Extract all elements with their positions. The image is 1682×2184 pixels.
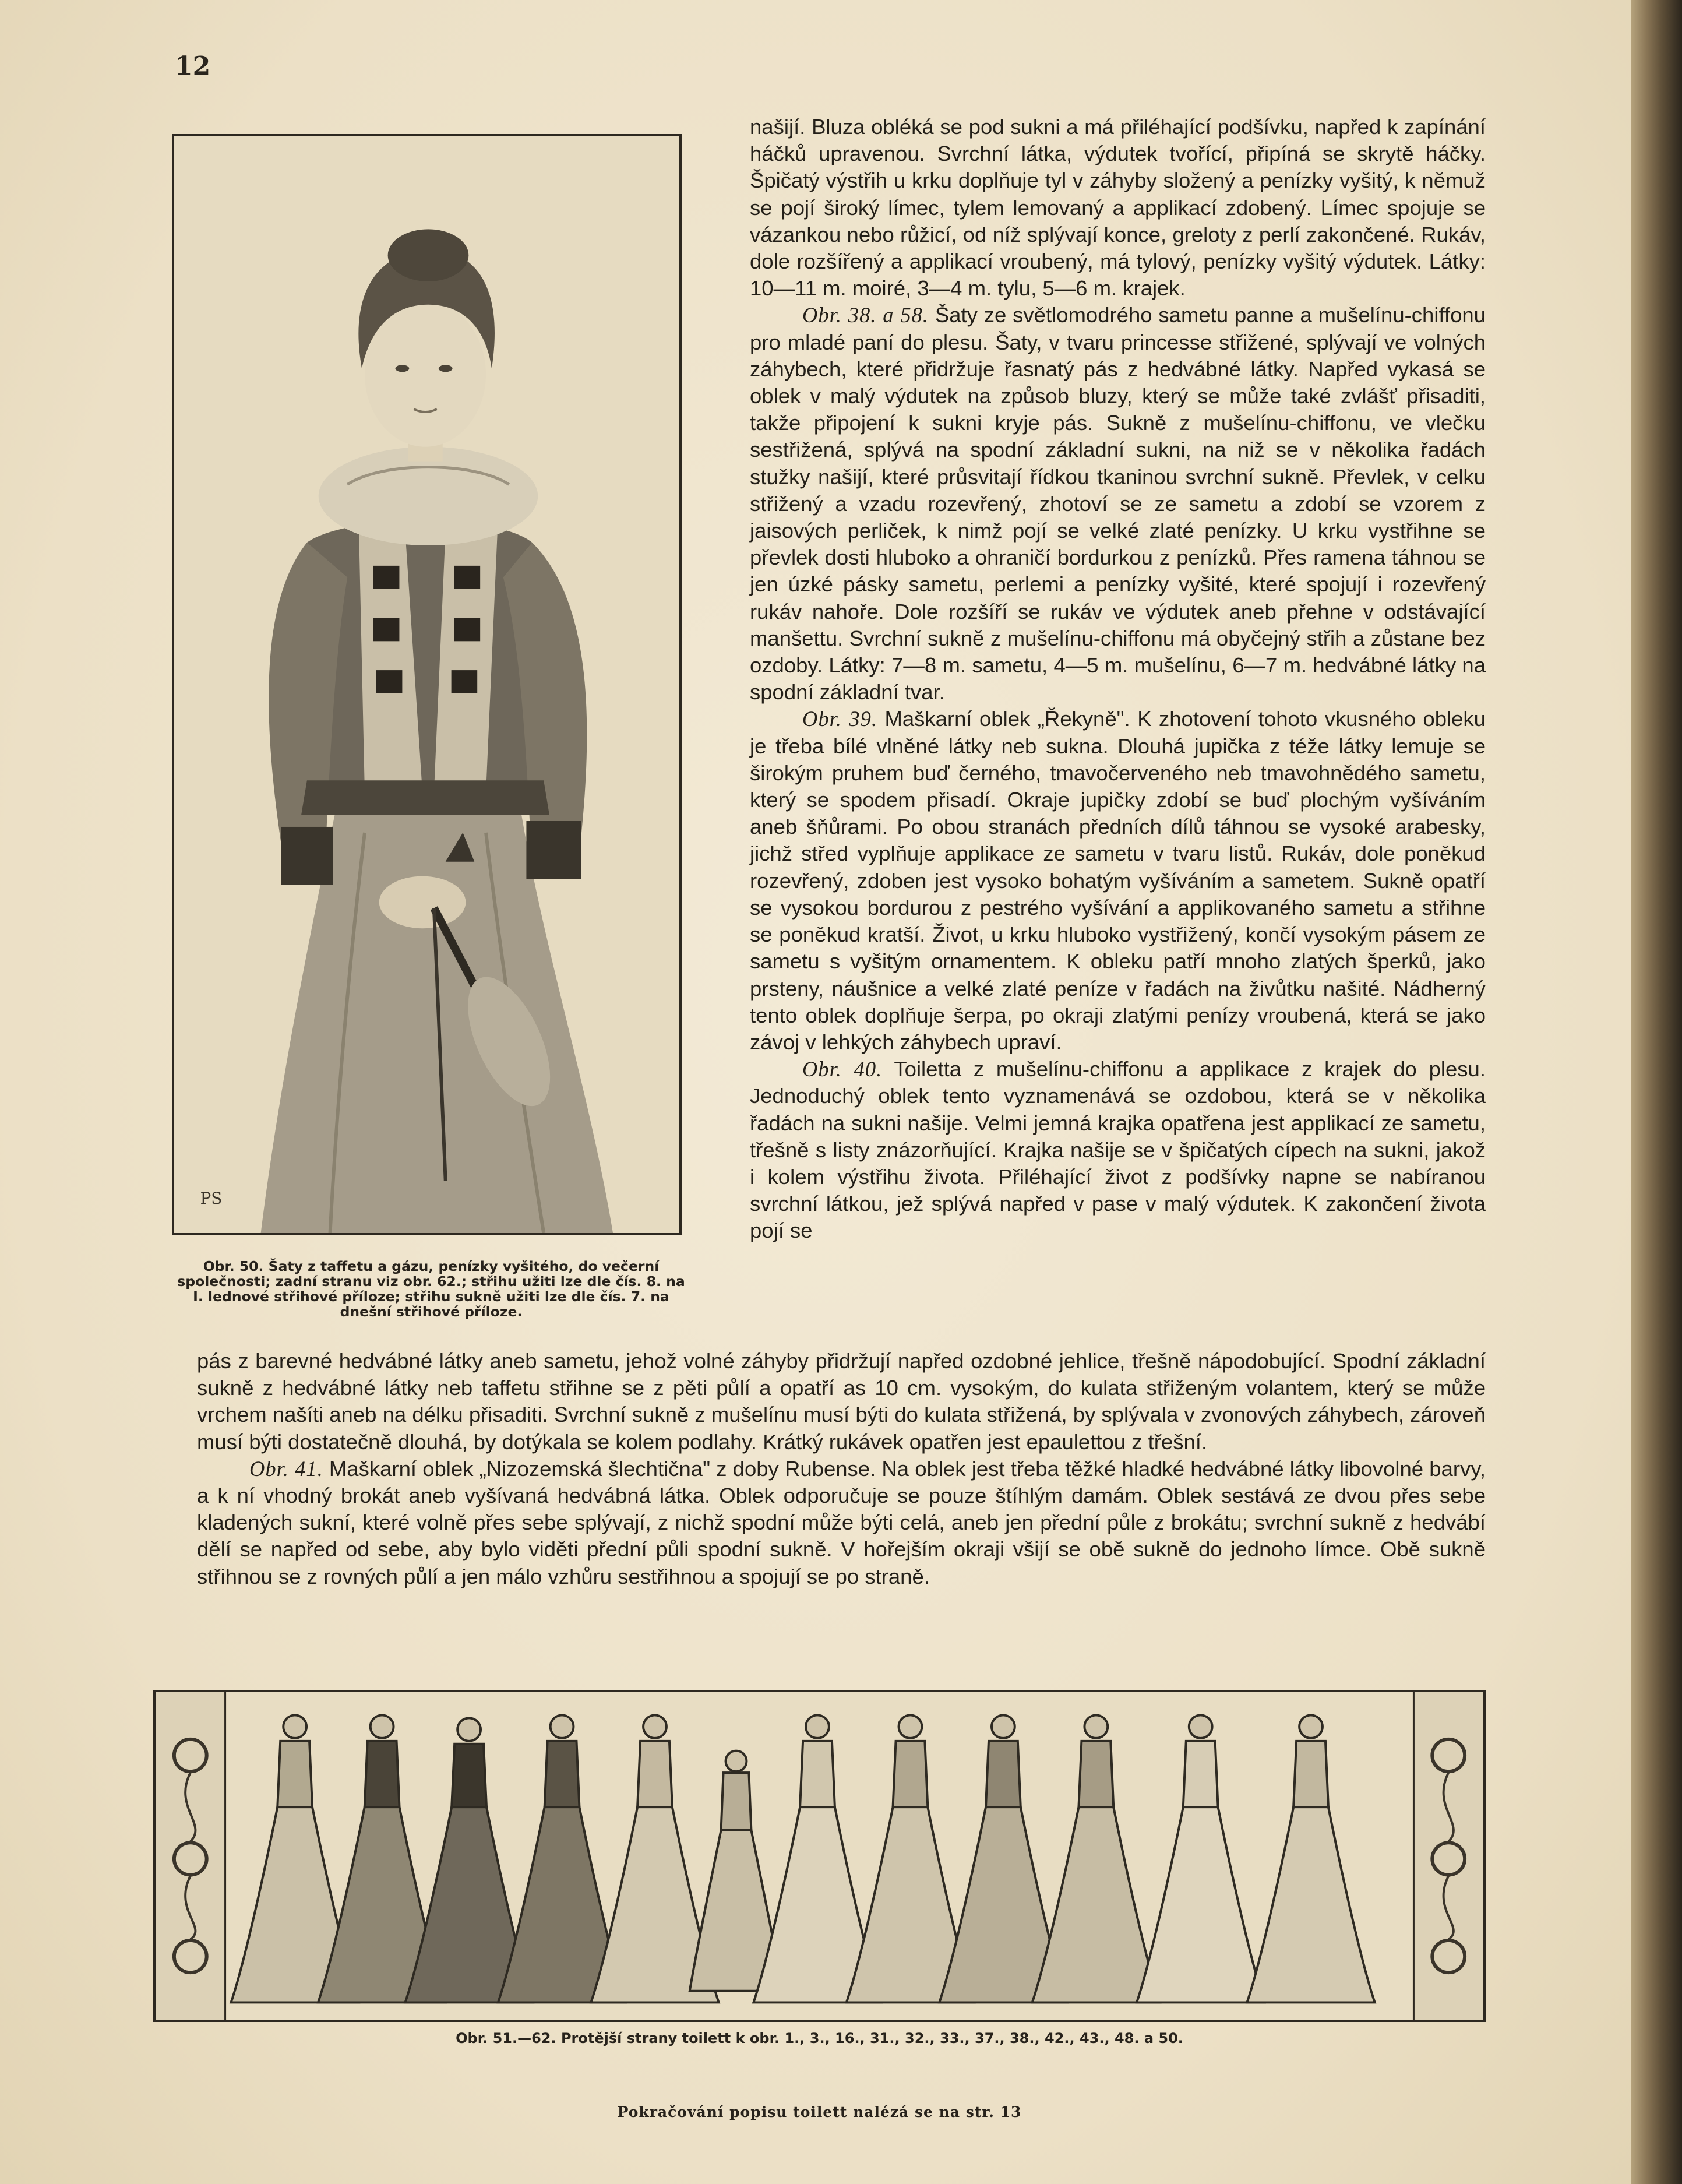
figure-reference: Obr. 39. bbox=[802, 707, 877, 731]
page-binding-edge bbox=[1631, 0, 1682, 2184]
figure-caption: Obr. 50. Šaty z taffetu a gázu, penízky vyšitého, do večerní společnosti; zadní stranu viz obr. 62.; střihu užiti lze dle čís. 8. na I. lednové střihové příloze; střihu sukně užiti lze dle čís. 7. na dnešní střihové příloze. bbox=[177, 1258, 685, 1320]
full-width-text bbox=[197, 1348, 1486, 1590]
figure-reference: Obr. 40. bbox=[802, 1057, 883, 1082]
paragraph: našijí. Bluza obléká se pod sukni a má přiléhající podšívku, napřed k zapínání háčků upravenou. Svrchní látka, výdutek tvořící, připíná se skrytě háčky. Špičatý výstřih u krku doplňuje tyl v záhyby složený a penízky vyšitý, k němuž se pojí široký límec, tylem lemovaný a applikací zdobený. Límec spojuje se vázankou nebo růžicí, od níž splývají konce, greloty z perlí zakončené. Rukáv, dole rozšířený a applikací vroubený, má tylový, penízky vyšitý výdutek. Látky: 10—11 m. moiré, 3—4 m. tylu, 5—6 m. krajek. bbox=[750, 115, 1486, 301]
fashion-illustration-main bbox=[172, 134, 682, 1235]
page-number: 12 bbox=[175, 51, 211, 81]
figures-strip-caption: Obr. 51.—62. Protější strany toilett k obr. 1., 3., 16., 31., 32., 33., 37., 38., 42., 43., 48. a 50. bbox=[456, 2030, 1183, 2046]
figure-reference: Obr. 38. a 58. bbox=[802, 303, 929, 327]
continuation-note: Pokračování popisu toilett nalézá se na str. 13 bbox=[617, 2104, 1022, 2120]
paragraph: Obr. 38. a 58. Šaty ze světlomodrého sametu panne a mušelínu-chiffonu pro mladé paní do plesu. Šaty, v tvaru princesse střižené, splývají ve volných záhybech, které přidržuje řasnatý pás z hedvábné látky. Napřed vykasá se oblek v malý výdutek na způsob bluzy, který se může také zvlášť přisaditi, takže připojení k sukni kryje pás. Sukně z mušelínu-chiffonu, ve vlečku sestřižená, splývá na spodní základní sukni, na niž se v několika řadách stužky našijí, které průsvitají řídkou tkaninou svrchní sukně. Převlek, v celku střižený a vzadu rozevřený, zhotoví se ze sametu a zdobí se vzorem z jaisových perliček, k nimž pojí se velké zlaté penízky. U krku vystřihne se převlek dosti hluboko a ohraničí bordurkou z penízků. Přes ramena táhnou se jen úzké pásky sametu, perlemi a penízky vyšité, které spojují i rozevřený rukáv nahoře. Dole rozšíří se rukáv ve výdutek aneb přehne v odstávající manšettu. Svrchní sukně z mušelínu-chiffonu má obyčejný střih a zůstane bez ozdoby. Látky: 7—8 m. sametu, 4—5 m. mušelínu, 6—7 m. hedvábné látky na spodní základní tvar. bbox=[750, 303, 1486, 704]
figure-reference: Obr. 41. bbox=[249, 1456, 323, 1481]
paragraph: Obr. 41. Maškarní oblek „Nizozemská šlechtična" z doby Rubense. Na oblek jest třeba těžké hladké hedvábné látky libovolné barvy, a k ní vhodný brokát aneb vyšívaná hedvábná látka. Oblek odporučuje se pouze štíhlým damám. Oblek sestává ze dvou přes sebe kladených sukní, které volně přes sebe splývají, z nichž spodní může býti celá, aneb jen přední půle z brokátu; svrchní sukně z hedvábí dělí se napřed od sebe, aby bylo viděti přední půli spodní sukně. V hořejším okraji všijí se obě sukně do jednoho límce. Obě sukně střihnou se z rovných půlí a jen málo vzhůru sestřihnou a spojují se po straně. bbox=[197, 1456, 1486, 1588]
twelve-dress-figures-image bbox=[156, 1692, 1483, 2020]
right-column-text bbox=[750, 114, 1486, 1245]
paragraph: Obr. 40. Toiletta z mušelínu-chiffonu a applikace z krajek do plesu. Jednoduchý oblek tento vyznamenává se ozdobou, která se v několika řadách na sukni našije. Velmi jemná krajka opatřena jest applikací ze sametu, třešně s listy znázorňující. Krajka našije se v špičatých cípech na sukni, jakož i kolem výstřihu života. Přiléhající život z podšívky napne se nabíranou svrchní látkou, jež splývá napřed v pase v malý výdutek. K zakončení života pojí se bbox=[750, 1057, 1486, 1243]
woman-in-evening-dress-image bbox=[174, 136, 679, 1233]
svg-text:PS: PS bbox=[200, 1189, 223, 1209]
paragraph: pás z barevné hedvábné látky aneb sametu, jehož volné záhyby přidržují napřed ozdobné jehlice, třešně nápodobující. Spodní základní sukně z hedvábné látky neb taffetu střihne se z pěti půlí a opatří as 10 cm. vysokým, do kulata střiženým volantem, který se může vrchem našíti aneb na délku přisaditi. Svrchní sukně z mušelínu musí býti do kulata střižená, by splývala v zvonových záhybech, zároveň musí býti dostatečně dlouhá, by dotýkala se kolem podlahy. Krátký rukávek opatřen jest epaulettou z třešní. bbox=[197, 1349, 1486, 1454]
fashion-figures-strip bbox=[153, 1690, 1486, 2022]
paragraph: Obr. 39. Maškarní oblek „Řekyně". K zhotovení tohoto vkusného obleku je třeba bílé vlněné látky neb sukna. Dlouhá jupička z téže látky lemuje se širokým pruhem buď černého, tmavočerveného neb tmavohnědého sametu, který se spodem přisadí. Okraje jupičky zdobí se buď plochým vyšíváním aneb šňůrami. Po obou stranách předních dílů táhnou se vysoké arabesky, jichž střed vyplňuje applikace ze sametu v tvaru listů. Rukáv, dole poněkud rozevřený, zdoben jest vysoko bohatým vyšíváním a sametem. Sukně opatří se vysokou bordurou z pestrého vyšívání a applikovaného sametu a střihne se poněkud kratší. Život, u krku hluboko vystřižený, končí vysokým pásem ze sametu s vyšitým ornamentem. K obleku patří mnoho zlatých šperků, jako prsteny, náušnice a velké zlaté peníze v řadách na živůtku našité. Nádherný tento oblek doplňuje šerpa, po okraji zlatými penízy vroubená, která se jako závoj v lehkých záhybech upraví. bbox=[750, 707, 1486, 1054]
